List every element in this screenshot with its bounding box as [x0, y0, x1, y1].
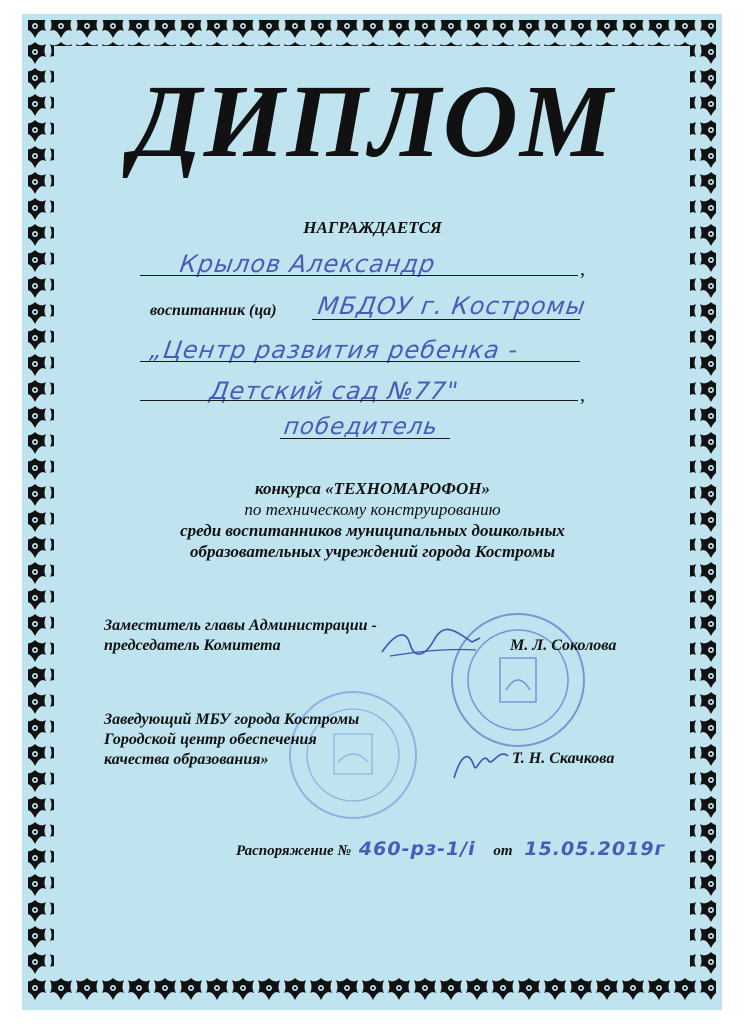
- signatory-1-title-line-2: председатель Комитета: [104, 637, 281, 654]
- recipient-line: [140, 275, 578, 276]
- contest-description: [0, 478, 745, 562]
- institution-underline-3: [140, 400, 578, 401]
- signatory-2-title-line-2: Городской центр обеспечения: [104, 731, 317, 748]
- recipient-name: Крылов Александр: [178, 250, 438, 278]
- signatory-2-title-line-1: Заведующий МБУ города Костромы: [104, 711, 360, 728]
- contest-line-1: конкурса «ТЕХНОМАРОФОН»: [254, 479, 491, 498]
- signatory-2-title-line-3: качества образования»: [104, 751, 269, 768]
- pupil-label: воспитанник (ца): [150, 302, 277, 319]
- signature-2: [446, 738, 516, 788]
- diploma-title: ДИПЛОМ: [130, 64, 615, 179]
- comma-1: ,: [580, 258, 585, 280]
- contest-line-2: по техническому конструированию: [244, 500, 501, 519]
- signatory-1-title-line-1: Заместитель главы Администрации -: [104, 617, 377, 634]
- order-label: Распоряжение №: [236, 843, 352, 859]
- contest-line-4: образовательных учреждений города Костромы: [189, 542, 555, 561]
- order-number: 460-рз-1/і: [358, 838, 476, 860]
- signatory-2-name: Т. Н. Скачкова: [512, 750, 615, 767]
- signatory-1-name: М. Л. Соколова: [510, 637, 617, 654]
- institution-line-1: МБДОУ г. Костромы: [316, 292, 588, 320]
- order-line: [236, 838, 665, 860]
- comma-2: ,: [580, 384, 585, 406]
- signature-1: [376, 622, 486, 666]
- institution-line-3: Детский сад №77": [208, 377, 461, 405]
- status-value: победитель: [282, 414, 440, 440]
- status-underline: [280, 438, 450, 439]
- institution-underline-1: [312, 319, 580, 320]
- order-date-label: от: [493, 843, 513, 859]
- signatory-1-title: [104, 616, 377, 656]
- institution-line-2: „Центр развития ребенка -: [148, 336, 521, 364]
- contest-line-3: среди воспитанников муниципальных дошкольных: [180, 521, 565, 540]
- signatory-2-title: [104, 710, 359, 770]
- institution-underline-2: [140, 361, 580, 362]
- awarded-label: НАГРАЖДАЕТСЯ: [303, 218, 442, 237]
- order-date: 15.05.2019г: [524, 838, 666, 860]
